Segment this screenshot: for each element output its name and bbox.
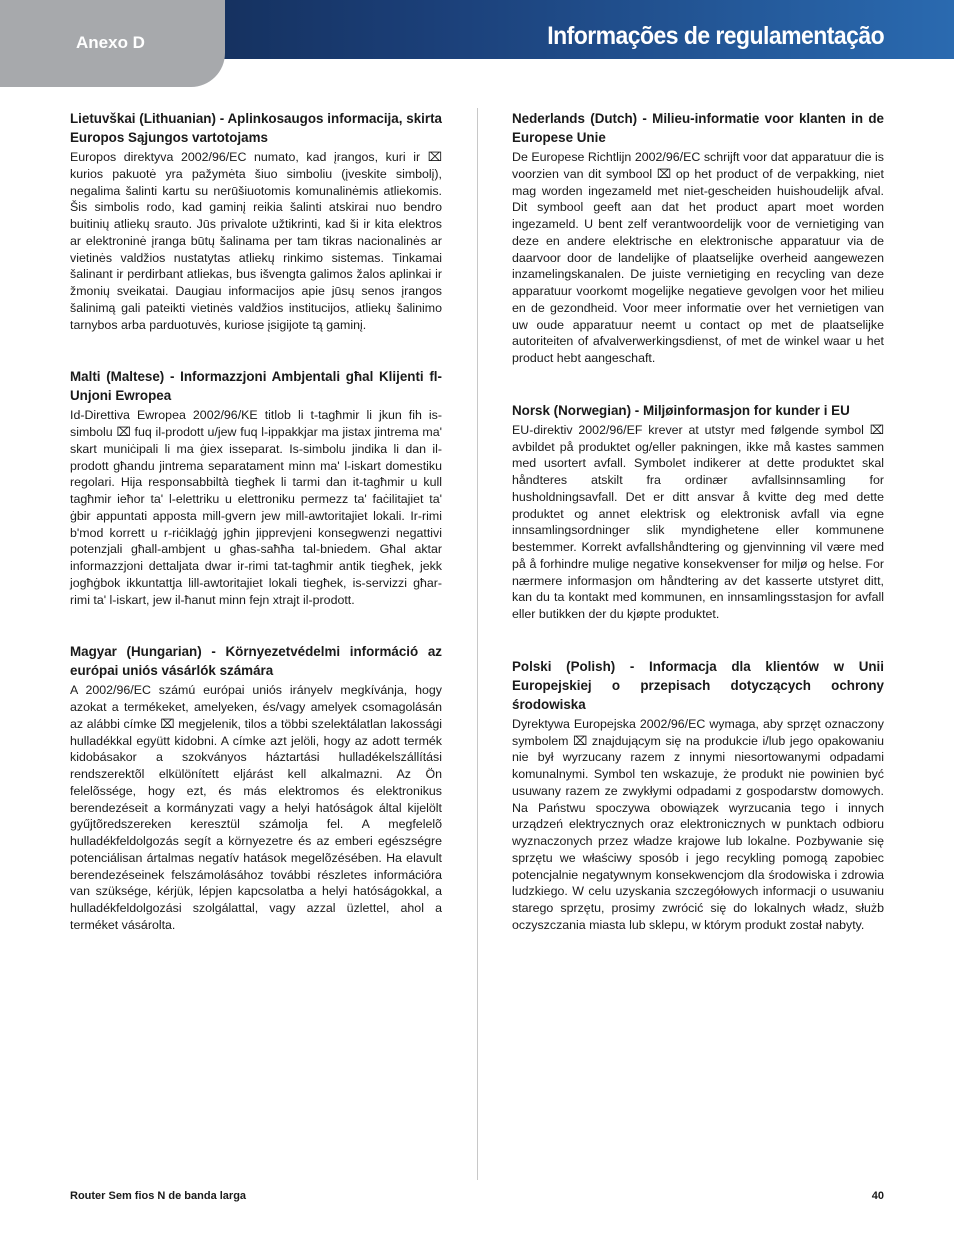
section-heading: Lietuvškai (Lithuanian) - Aplinkosaugos informacija, skirta Europos Sąjungos vartotojams: [70, 111, 442, 145]
section-heading: Nederlands (Dutch) - Milieu-informatie voor klanten in de Europese Unie: [512, 111, 884, 145]
section-heading: Magyar (Hungarian) - Környezetvédelmi információ az európai uniós vásárlók számára: [70, 644, 442, 679]
footer-page-number: 40: [871, 1190, 884, 1202]
section-body: Europos direktyva 2002/96/EC numato, kad įrangos, kuri ir ⌧ kurios pakuotė yra pažymėta šiuo simboliu (įveskite simbolį), negalima šalinti kartu su nerūšiuotomis komunalinėmis atliekomis. Šis simbolis rodo, kad gaminį reikia šalinti atskirai nuo bendro buitinių atliekų srauto. Jūs privalote užtikrinti, kad ši ir kita elektros ar elektroninė įranga būtų šalinama per tam tikras nacionalinės ar vietinės valdžios nustatytas atliekų rinkimo sistemas. Tinkamai šalinant ir perdirbant atliekas, bus išvengta galimos žalos aplinkai ir žmonių sveikatai. Daugiau informacijos apie jūsų senos įrangos šalinimą gali pateikti vietinės valdžios institucijos, atliekų šalinimo tarnybos arba parduotuvės, kuriose įsigijote tą gaminį.: [70, 150, 442, 332]
section-dutch: [512, 109, 884, 367]
annex-label: Anexo D: [76, 33, 145, 52]
column-divider: [477, 108, 478, 1180]
section-body: De Europese Richtlijn 2002/96/EC schrijft voor dat apparatuur die is voorzien van dit symbool ⌧ op het product of de verpakking, niet mag worden ingezameld met niet-gescheiden huishoudelijk afval. Dit symbool geeft aan dat het product apart moet worden ingezameld. U bent zelf verantwoordelijk voor de vernietiging van deze en andere elektrische en elektronische apparatuur via de daarvoor door de landelijke of plaatselijke overheid aangewezen inzamelingskanalen. De juiste vernietiging en recycling van deze apparatuur voorkomt mogelijke negatieve gevolgen voor het milieu en de gezondheid. Voor meer informatie over het vernietigen van uw oude apparatuur neemt u contact op met de plaatselijke autoriteiten of afvalverwerkingsdienst, of met de winkel waar u het product hebt aangeschaft.: [512, 150, 884, 365]
right-column: [512, 109, 884, 934]
section-heading: Malti (Maltese) - Informazzjoni Ambjentali għal Klijenti fl-Unjoni Ewropea: [70, 369, 442, 404]
section-norwegian: [512, 401, 884, 623]
left-column: [70, 109, 442, 934]
section-body: A 2002/96/EC számú európai uniós irányelv megkívánja, hogy azokat a termékeket, amelyeken, és/vagy amelyek csomagolásán az alábbi címke ⌧ megjelenik, tilos a többi szelektálatlan lakossági hulladékkal együtt kidobni. A címke azt jelöli, hogy az adott termék kidobásakor a szokványos háztartási hulladékelszállítási rendszerektõl elkülönített eljárást kell alkalmazni. Az Ön felelõssége, hogy ezt, és más elektromos és elektronikus berendezéseit a kormányzati vagy a helyi hatóságok által kijelölt gyűjtõredszereken keresztül számolja fel. A megfelelõ hulladékfeldolgozás segít a környezetre és az emberi egészségre potenciálisan ártalmas negatív hatások megelõzésében. Ha elavult berendezéseinek felszámolásához további részletes információra van szüksége, kérjük, lépjen kapcsolatba a helyi hatóságokkal, a hulladékfeldolgozási szolgálattal, vagy azzal üzlettel, ahol a terméket vásárolta.: [70, 683, 442, 932]
section-body: Dyrektywa Europejska 2002/96/EC wymaga, aby sprzęt oznaczony symbolem ⌧ znajdującym się na produkcie i/lub jego opakowaniu nie był wyrzucany razem z innymi niesortowanymi odpadami komunalnymi. Symbol ten wskazuje, że produkt nie powinien być usuwany razem ze zwykłymi odpadami z gospodarstw domowych. Na Państwu spoczywa obowiązek wyrzucania tego i innych urządzeń elektrycznych oraz elektronicznych w punktach odbioru wyznaczonych przez władze krajowe lub lokalne. Pozbywanie się sprzętu we właściwy sposób i jego recykling pomogą zapobiec potencjalnie negatywnym konsekwencjom dla środowiska i zdrowia ludzkiego. W celu uzyskania szczegółowych informacji o usuwaniu starego sprzętu, prosimy zwrócić się do lokalnych władz, służb oczyszczania miasta lub sklepu, w którym produkt został nabyty.: [512, 716, 884, 932]
annex-tab: [0, 0, 225, 87]
section-body: Id-Direttiva Ewropea 2002/96/KE titlob li t-tagħmir li jkun fih is-simbolu ⌧ fuq il-prodott u/jew fuq l-ippakkjar ma jistax jintrema ma' skart muniċipali li ma ġiex isseparat. Is-simbolu jindika li dan il-prodott għandu jintrema separatament minn ma' l-iskart domestiku regolari. Hija responsabbiltà tiegħek li tarmi dan it-tagħmir u kull tagħmir ieħor ta' l-elettriku u elettroniku permezz ta' faċilitajiet ta' ġbir appuntati apposta mill-gvern jew mill-awtoritajiet lokali. Ir-rimi b'mod korrett u r-riċiklaġġ jgħin jipprevjeni konsegwenzi negattivi potenzjali għall-ambjent u għas-saħħa tal-bniedem. Għal aktar informazzjoni dettaljata dwar ir-rimi tat-tagħmir antik tiegħek, jekk jogħġbok ikkuntattja lill-awtoritajiet lokali tiegħek, is-servizzi għar-rimi ta' l-iskart, jew il-ħanut minn fejn xtrajt il-prodott.: [70, 408, 442, 607]
section-heading: Polski (Polish) - Informacja dla klientów w Unii Europejskiej o przepisach dotyczących ochrony środowiska: [512, 658, 884, 712]
section-lithuanian: [70, 109, 442, 333]
page-title: Informações de regulamentação: [547, 22, 884, 50]
section-hungarian: [70, 642, 442, 933]
section-maltese: [70, 367, 442, 608]
footer-product-name: Router Sem fios N de banda larga: [70, 1190, 247, 1202]
section-polish: [512, 657, 884, 934]
section-body: EU-direktiv 2002/96/EF krever at utstyr med følgende symbol ⌧ avbildet på produktet og/eller pakningen, ikke må kastes sammen med usortert avfall. Symbolet indikerer at dette produktet skal håndteres atskilt fra ordinær avfallsinnsamling for husholdningsavfall. Det er ditt ansvar å kvitte deg med dette produktet og annet elektrisk og elektronisk avfall via egne innsamlingsordninger slik myndighetene eller kommunene bestemmer. Korrekt avfallshåndtering og gjenvinning vil være med på å forhindre mulige negative konsekvenser for miljø og helse. For nærmere informasjon om håndtering av det kasserte utstyret ditt, kan du ta kontakt med kommunen, en innsamlingsstasjon for avfall eller butikken der du kjøpte produktet.: [512, 422, 884, 621]
section-heading: Norsk (Norwegian) - Miljøinformasjon for kunder i EU: [512, 402, 850, 418]
